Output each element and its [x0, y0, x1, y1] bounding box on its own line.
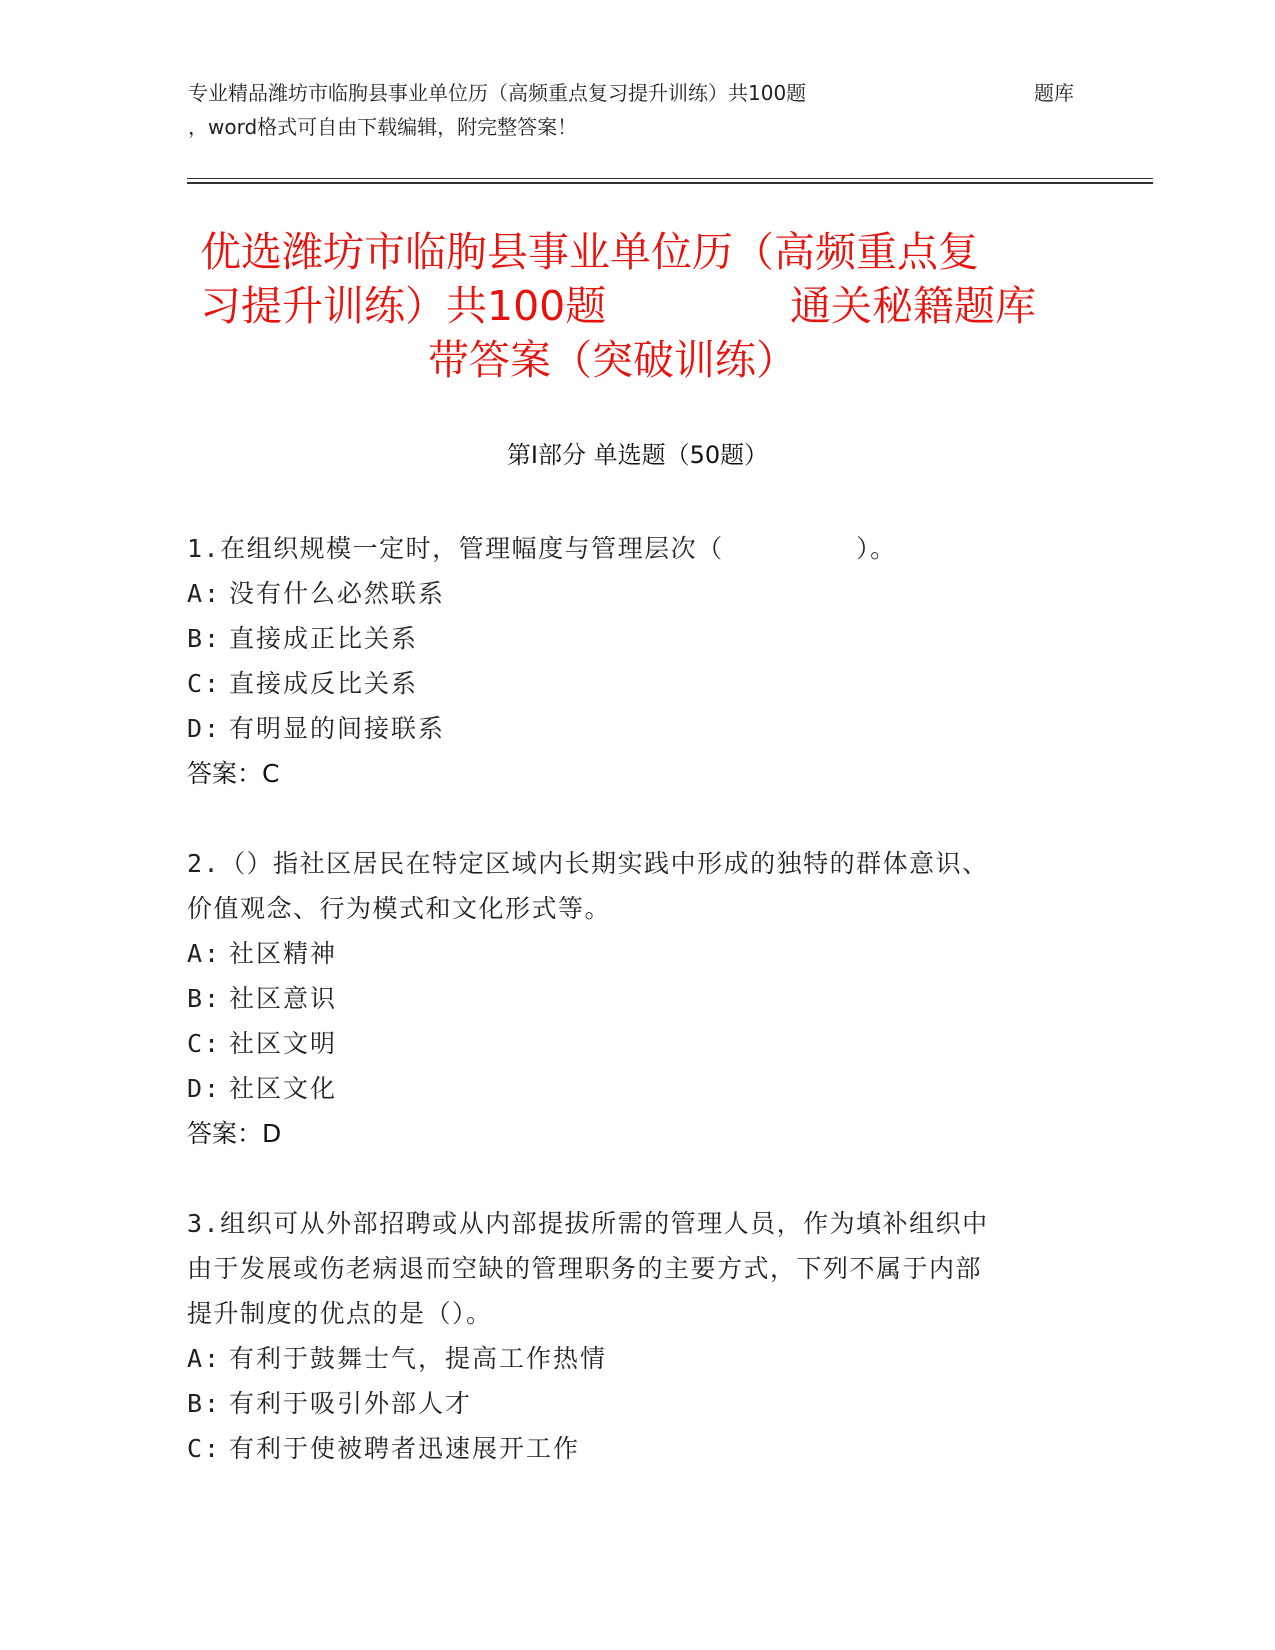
option-letter: A:	[187, 1344, 222, 1373]
question-stem: 1.在组织规模一定时，管理幅度与管理层次（ ）。	[187, 534, 897, 563]
header-line-1	[188, 76, 1088, 110]
option-text: 社区精神	[229, 939, 338, 968]
option-c	[187, 1426, 1067, 1471]
option-letter: A:	[187, 939, 222, 968]
option-b	[187, 616, 1067, 661]
option-text: 直接成正比关系	[229, 624, 419, 653]
question-stem-line: 价值观念、行为模式和文化形式等。	[187, 894, 612, 923]
header-divider-thin	[187, 178, 1153, 179]
question-stem-line: 提升制度的优点的是（）。	[187, 1299, 493, 1328]
title-line-2-left: 习提升训练）共100题	[200, 282, 607, 330]
option-letter: A:	[187, 579, 222, 608]
option-c	[187, 661, 1067, 706]
question-stem-line: 2.（）指社区居民在特定区域内长期实践中形成的独特的群体意识、	[187, 849, 989, 878]
header-bank-text: 题库	[1034, 81, 1074, 105]
answer-line: 答案：C	[187, 759, 280, 788]
title-line-2	[200, 279, 1080, 333]
option-a	[187, 571, 1067, 616]
document-title	[200, 225, 1080, 387]
option-c	[187, 1021, 1067, 1066]
question-2	[187, 841, 1067, 1201]
header-title-text: 专业精品潍坊市临朐县事业单位历（高频重点复习提升训练）共100题	[188, 81, 807, 105]
question-stem-line: 3.组织可从外部招聘或从内部提拔所需的管理人员，作为填补组织中	[187, 1209, 989, 1238]
option-letter: B:	[187, 984, 222, 1013]
option-text: 有利于使被聘者迅速展开工作	[229, 1434, 581, 1463]
option-letter: D:	[187, 714, 222, 743]
option-text: 没有什么必然联系	[229, 579, 446, 608]
header-divider-thick	[187, 182, 1153, 184]
title-line-2-right: 通关秘籍题库	[790, 282, 1036, 330]
title-line-1: 优选潍坊市临朐县事业单位历（高频重点复	[200, 228, 979, 276]
option-letter: D:	[187, 1074, 222, 1103]
option-text: 社区意识	[229, 984, 338, 1013]
question-stem-line: 由于发展或伤老病退而空缺的管理职务的主要方式，下列不属于内部	[187, 1254, 983, 1283]
option-d	[187, 706, 1067, 751]
title-line-3: 带答案（突破训练）	[428, 336, 797, 384]
question-spacer	[187, 1156, 1067, 1201]
option-a	[187, 1336, 1067, 1381]
option-text: 直接成反比关系	[229, 669, 419, 698]
header-line-2: ，word格式可自由下载编辑，附完整答案！	[188, 115, 578, 139]
question-spacer	[187, 796, 1067, 841]
option-b	[187, 976, 1067, 1021]
question-1	[187, 526, 1067, 841]
option-a	[187, 931, 1067, 976]
option-text: 有利于鼓舞士气，提高工作热情	[229, 1344, 608, 1373]
page-header	[188, 76, 1088, 144]
question-list	[187, 526, 1067, 1471]
option-letter: B:	[187, 624, 222, 653]
option-letter: C:	[187, 1029, 222, 1058]
option-letter: C:	[187, 669, 222, 698]
option-b	[187, 1381, 1067, 1426]
option-text: 社区文明	[229, 1029, 338, 1058]
section-heading: 第Ⅰ部分 单选题（50题）	[506, 441, 769, 469]
option-text: 有利于吸引外部人才	[229, 1389, 473, 1418]
answer-line: 答案：D	[187, 1119, 282, 1148]
option-text: 社区文化	[229, 1074, 338, 1103]
option-letter: B:	[187, 1389, 222, 1418]
option-d	[187, 1066, 1067, 1111]
option-text: 有明显的间接联系	[229, 714, 446, 743]
option-letter: C:	[187, 1434, 222, 1463]
question-3	[187, 1201, 1067, 1471]
